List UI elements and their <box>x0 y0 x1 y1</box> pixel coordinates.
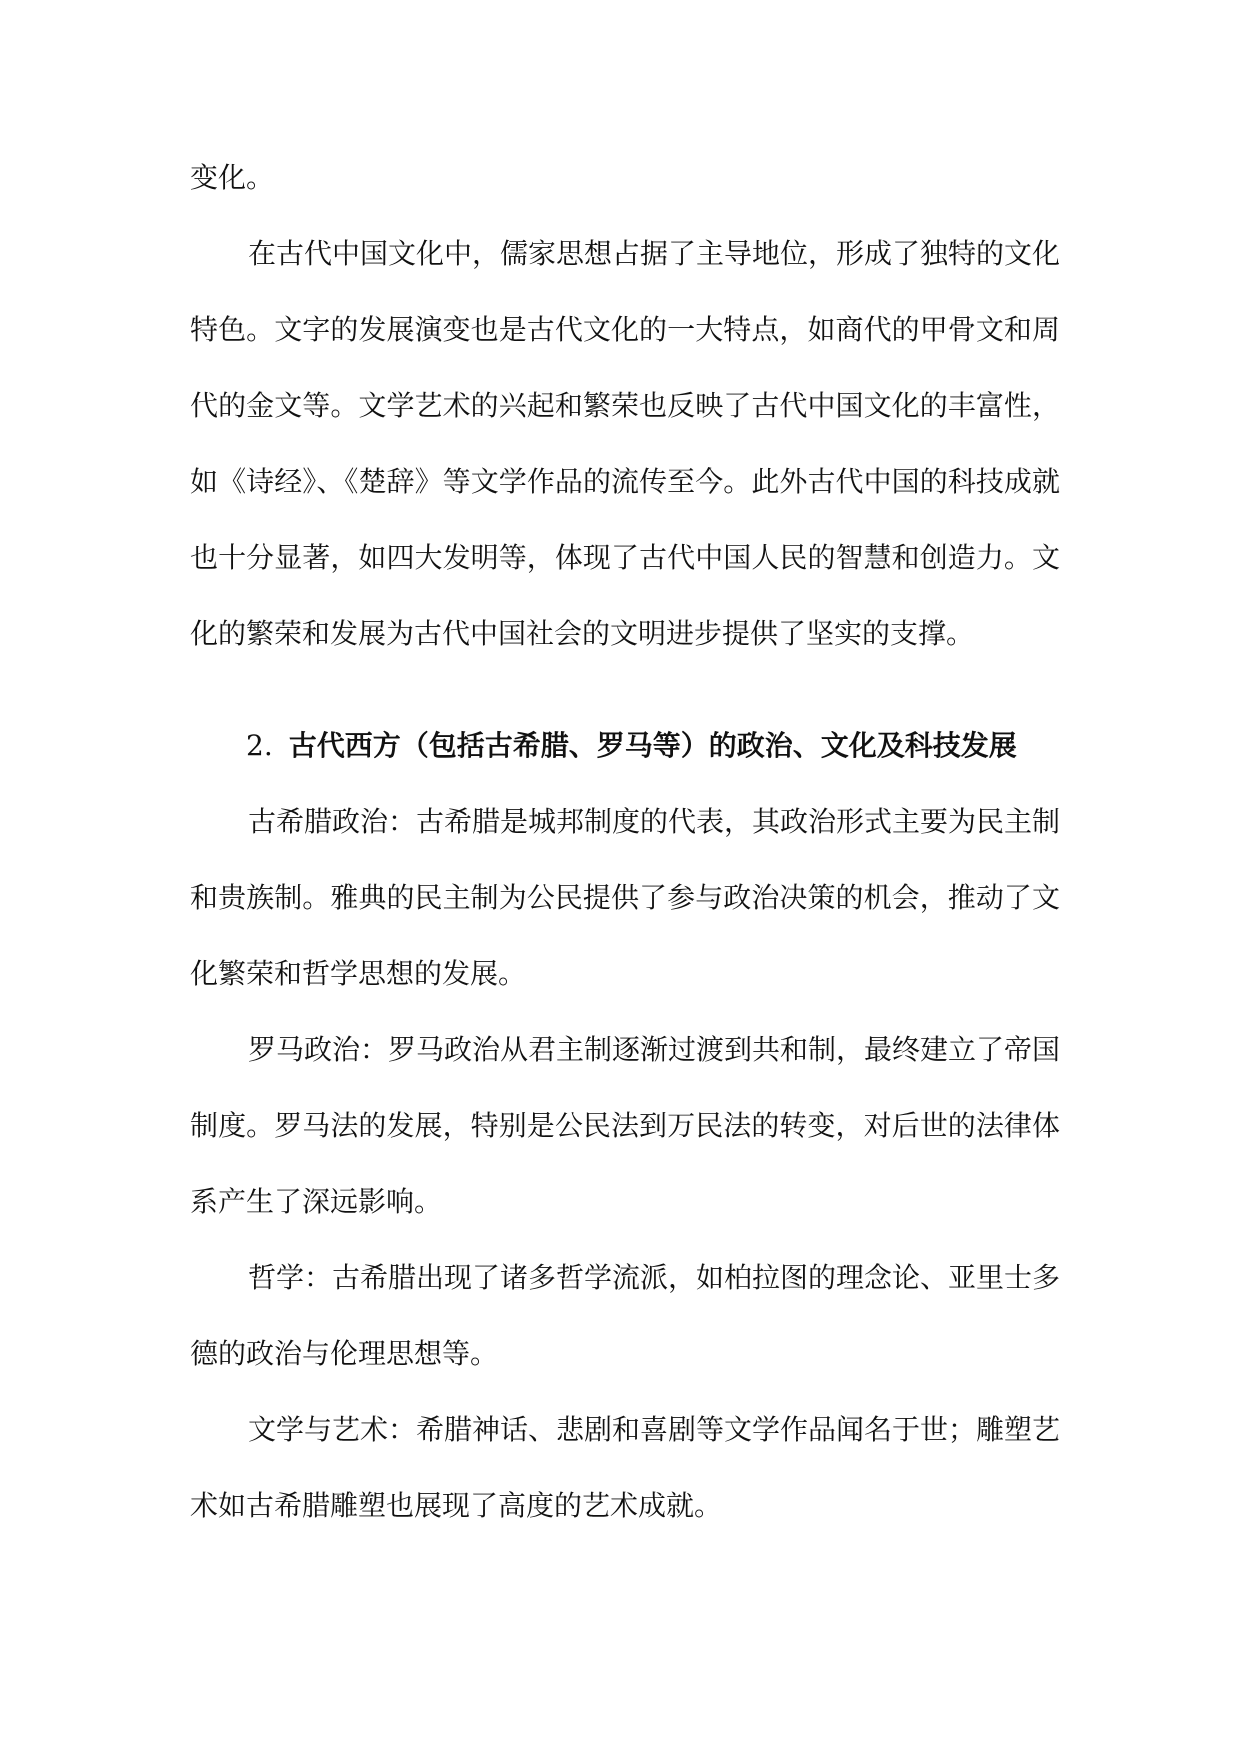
paragraph-literature-art: 文学与艺术：希腊神话、悲剧和喜剧等文学作品闻名于世；雕塑艺术如古希腊雕塑也展现了高度的艺术成就。 <box>190 1413 1061 1522</box>
section-number: 2. <box>246 729 273 762</box>
document-body <box>190 140 1060 1544</box>
paragraph-roman-politics: 罗马政治：罗马政治从君主制逐渐过渡到共和制，最终建立了帝国制度。罗马法的发展，特别是公民法到万民法的转变，对后世的法律体系产生了深远影响。 <box>190 1033 1061 1218</box>
paragraph-greek-politics: 古希腊政治：古希腊是城邦制度的代表，其政治形式主要为民主制和贵族制。雅典的民主制为公民提供了参与政治决策的机会，推动了文化繁荣和哲学思想的发展。 <box>190 805 1061 990</box>
section-heading <box>190 708 1060 784</box>
paragraph-chinese-culture: 在古代中国文化中，儒家思想占据了主导地位，形成了独特的文化特色。文字的发展演变也是古代文化的一大特点，如商代的甲骨文和周代的金文等。文学艺术的兴起和繁荣也反映了古代中国文化的丰富性，如《诗经》、《楚辞》等文学作品的流传至今。此外古代中国的科技成就也十分显著，如四大发明等，体现了古代中国人民的智慧和创造力。文化的繁荣和发展为古代中国社会的文明进步提供了坚实的支撑。 <box>190 237 1061 650</box>
section-title: 古代西方（包括古希腊、罗马等）的政治、文化及科技发展 <box>288 729 1017 762</box>
paragraph-philosophy: 哲学：古希腊出现了诸多哲学流派，如柏拉图的理念论、亚里士多德的政治与伦理思想等。 <box>190 1261 1061 1370</box>
continuation-text: 变化。 <box>190 161 275 194</box>
